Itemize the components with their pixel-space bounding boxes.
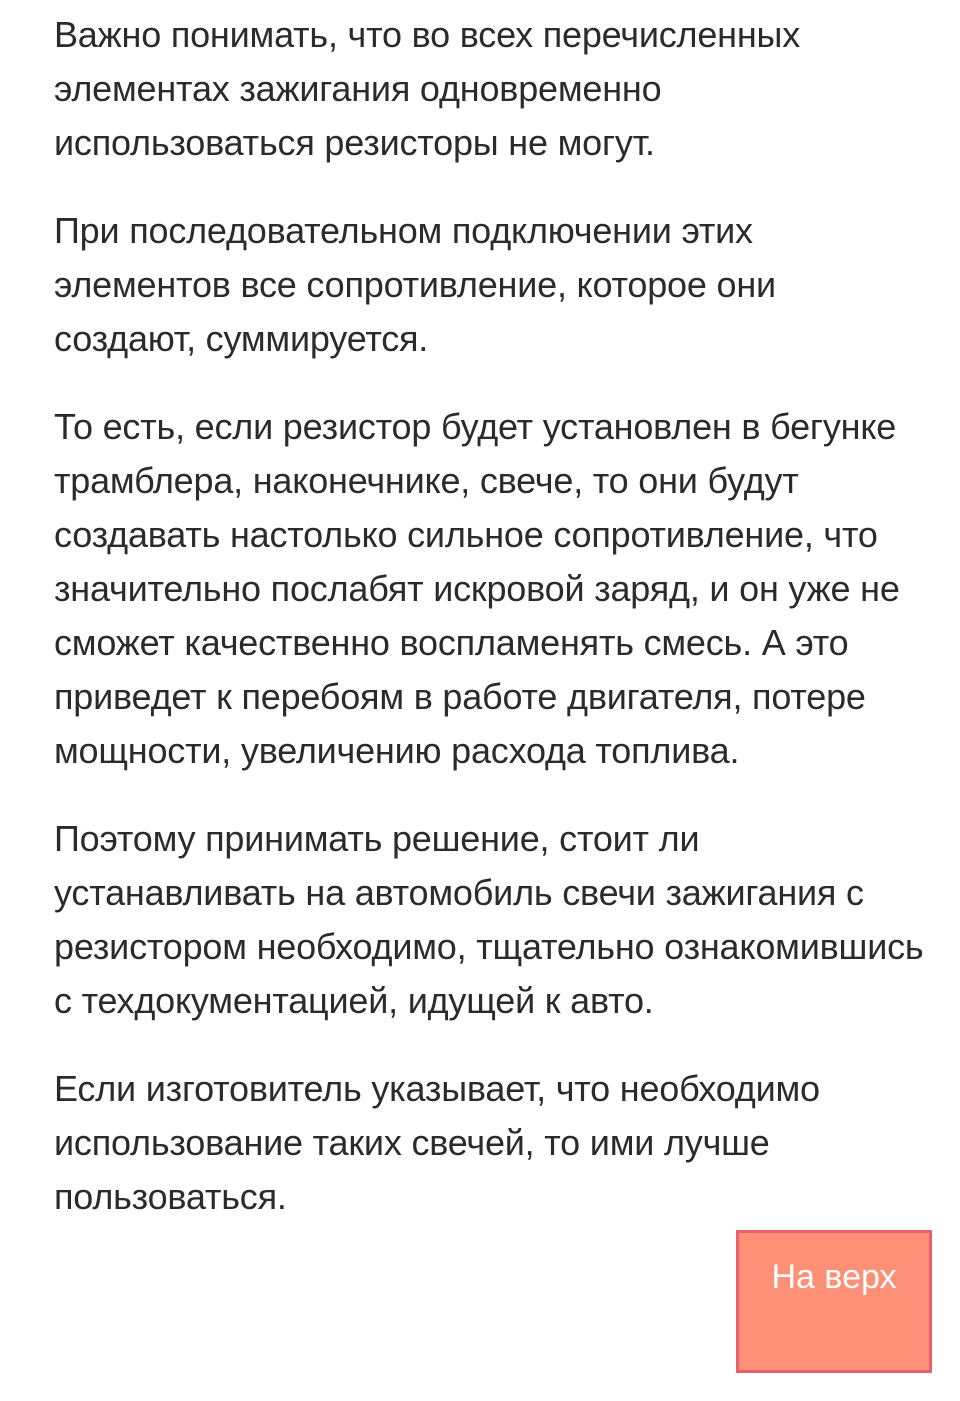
scroll-to-top-button[interactable] [736,1230,932,1373]
paragraph-5: Если изготовитель указывает, что необходимо использование таких свечей, то ими лучше пользоваться. [54,1068,820,1217]
paragraph-4: Поэтому принимать решение, стоит ли устанавливать на автомобиль свечи зажигания с резистором необходимо, тщательно ознакомившись с техдокументацией, идущей к авто. [54,818,924,1021]
paragraph-1: Важно понимать, что во всех перечисленных элементах зажигания одновременно использоваться резисторы не могут. [54,14,801,163]
scroll-to-top-label: На верх [771,1258,897,1296]
paragraph-2: При последовательном подключении этих элементов все сопротивление, которое они создают, суммируется. [54,210,776,359]
paragraph-3: То есть, если резистор будет установлен в бегунке трамблера, наконечнике, свече, то они будут создавать настолько сильное сопротивление, что значительно послабят искровой заряд, и он уже не сможет качественно воспламенять смесь. А это приведет к перебоям в работе двигателя, потере мощности, увеличению расхода топлива. [54,406,900,771]
article-body [54,8,924,1258]
